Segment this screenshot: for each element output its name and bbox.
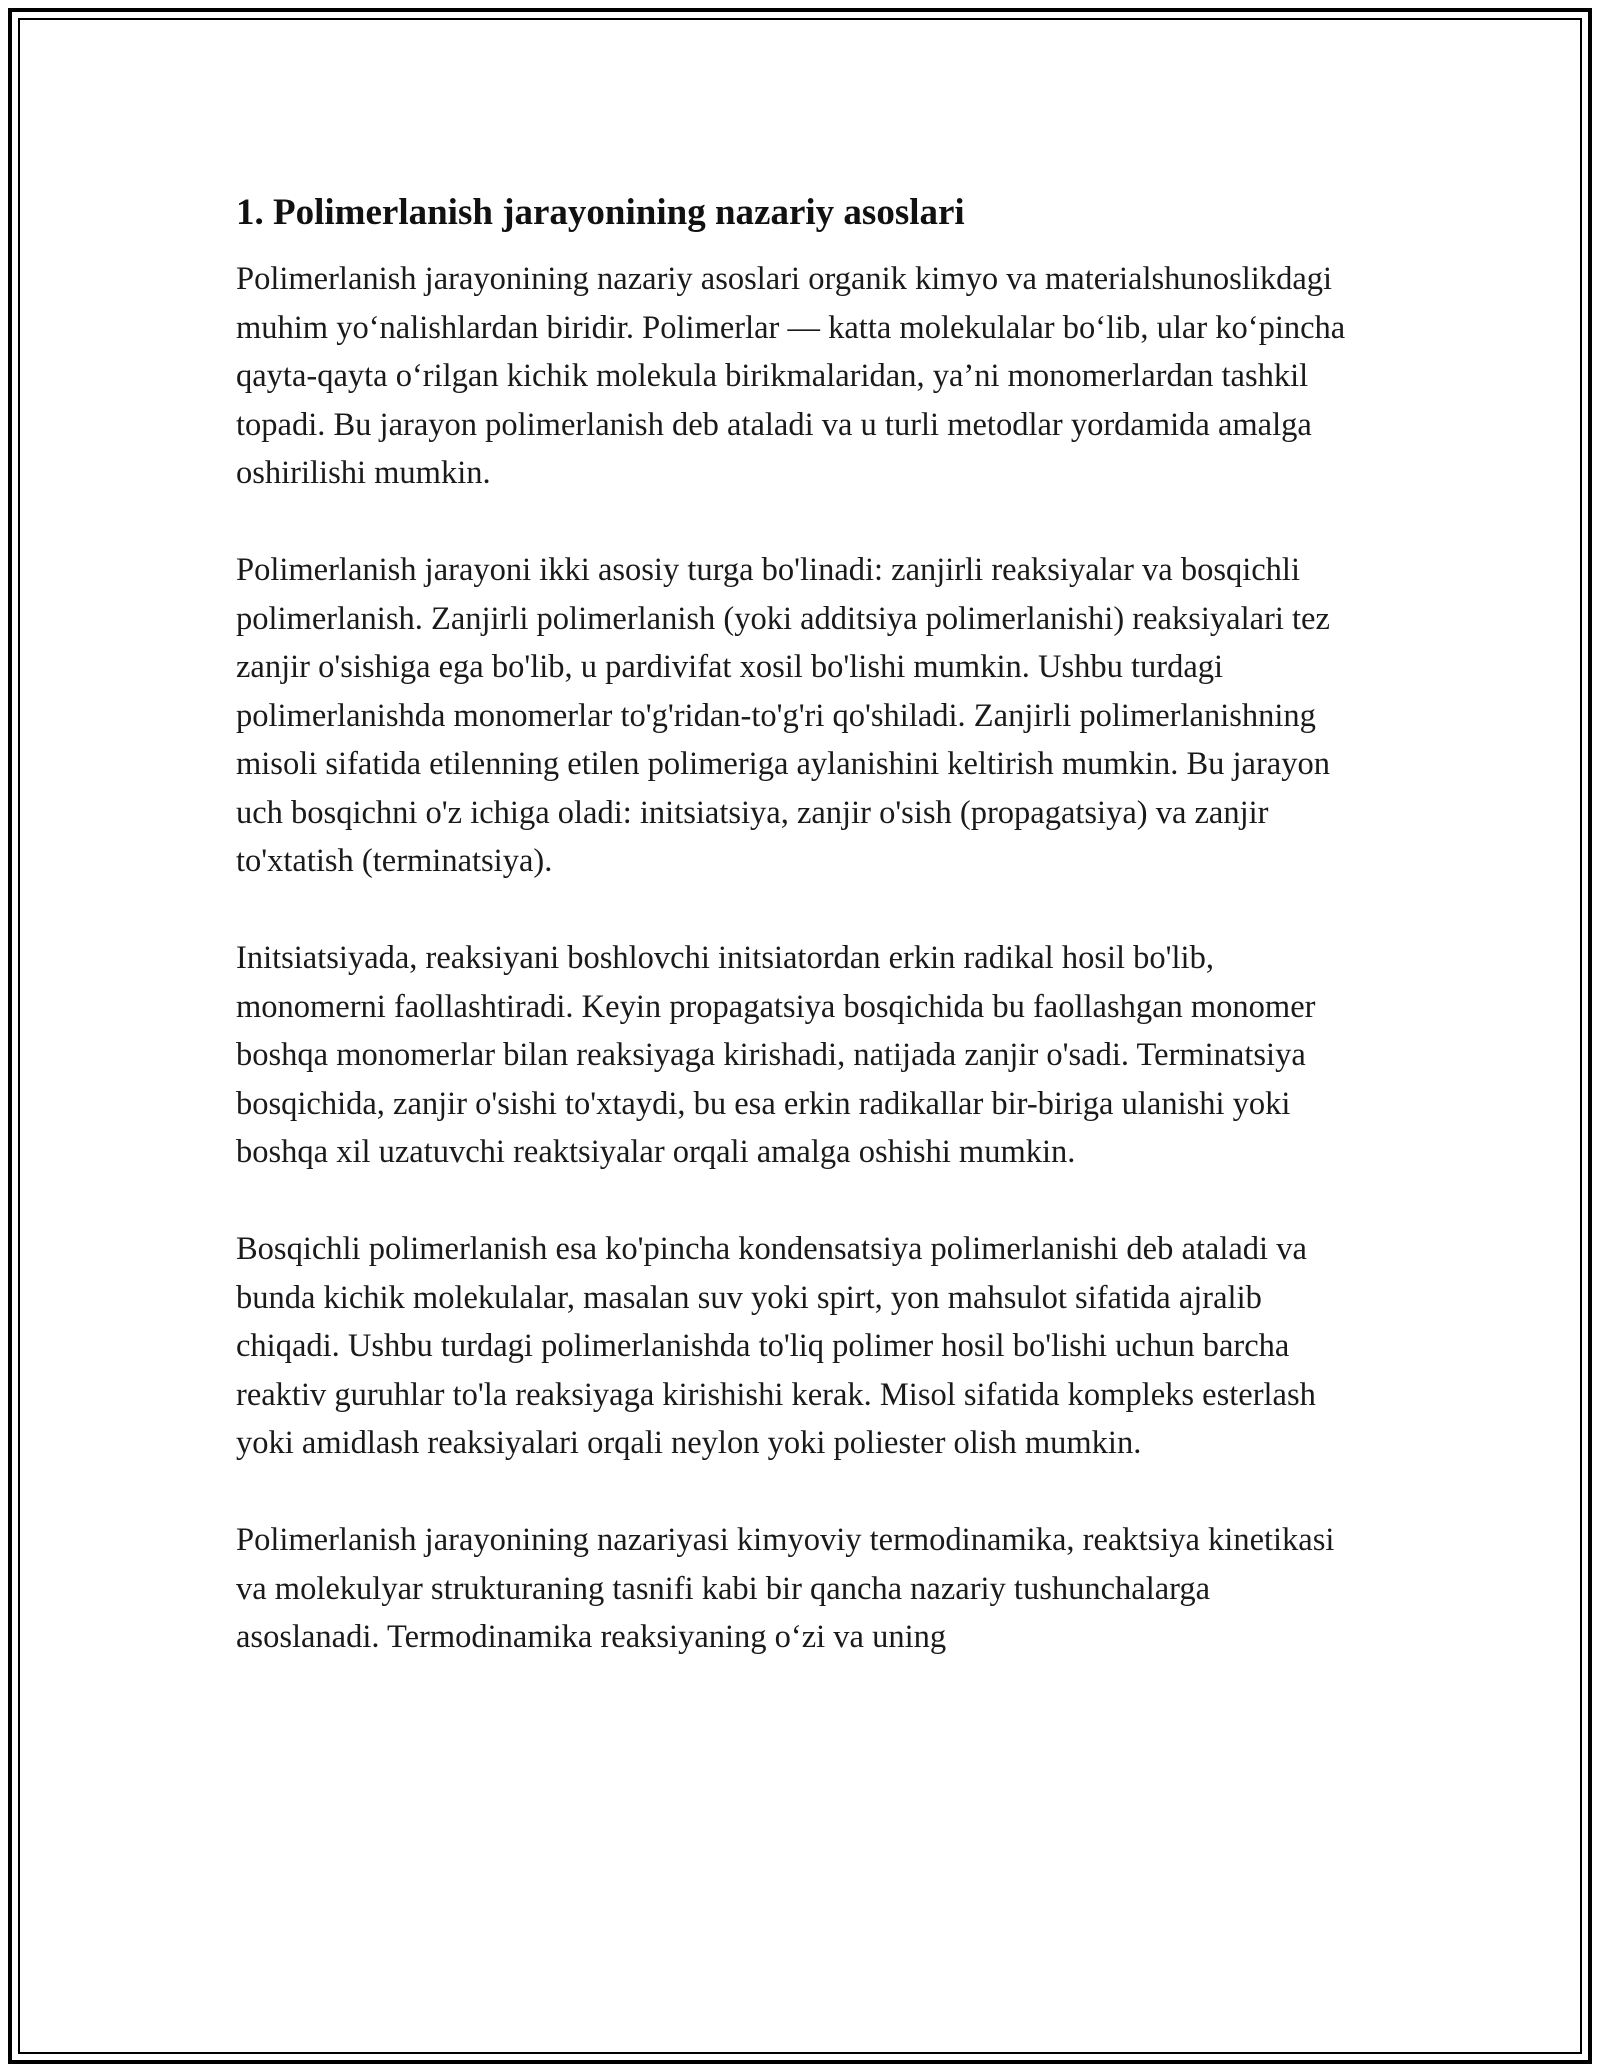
paragraph-types: Polimerlanish jarayoni ikki asosiy turga bo'linadi: zanjirli reaksiyalar va bosqichli polimerlanish. Zanjirli polimerlanish (yoki additsiya polimerlanishi) reaksiyalari tez zanjir o'sishiga ega bo'lib, u pardivifat xosil bo'lishi mumkin. Ushbu turdagi polimerlanishda monomerlar to'g'ridan-to'g'ri qo'shiladi. Zanjirli polimerlanishning misoli sifatida etilenning etilen polimeriga aylanishini keltirish mumkin. Bu jarayon uch bosqichni o'z ichiga oladi: initsiatsiya, zanjir o'sish (propagatsiya) va zanjir to'xtatish (terminatsiya). — [236, 552, 1330, 879]
paragraph-theory: Polimerlanish jarayonining nazariyasi kimyoviy termodinamika, reaktsiya kinetikasi va molekulyar strukturaning tasnifi kabi bir qancha nazariy tushunchalarga asoslanadi. Termodinamika reaksiyaning o‘zi va uning — [236, 1522, 1335, 1655]
section-heading: 1. Polimerlanish jarayonining nazariy asoslari — [236, 192, 965, 233]
document-body — [236, 180, 1361, 1710]
paragraph-intro: Polimerlanish jarayonining nazariy asoslari organik kimyo va materialshunoslikdagi muhim yo‘nalishlardan biridir. Polimerlar — katta molekulalar bo‘lib, ular ko‘pincha qayta-qayta o‘rilgan kichik molekula birikmalaridan, ya’ni monomerlardan tashkil topadi. Bu jarayon polimerlanish deb ataladi va u turli metodlar yordamida amalga oshirilishi mumkin. — [236, 261, 1346, 491]
paragraph-step-polymerization: Bosqichli polimerlanish esa ko'pincha kondensatsiya polimerlanishi deb ataladi va bunda kichik molekulalar, masalan suv yoki spirt, yon mahsulot sifatida ajralib chiqadi. Ushbu turdagi polimerlanishda to'liq polimer hosil bo'lishi uchun barcha reaktiv guruhlar to'la reaksiyaga kirishishi kerak. Misol sifatida kompleks esterlash yoki amidlash reaksiyalari orqali neylon yoki poliester olish mumkin. — [236, 1231, 1316, 1461]
paragraph-initiation: Initsiatsiyada, reaksiyani boshlovchi initsiatordan erkin radikal hosil bo'lib, monomerni faollashtiradi. Keyin propagatsiya bosqichida bu faollashgan monomer boshqa monomerlar bilan reaksiyaga kirishadi, natijada zanjir o'sadi. Terminatsiya bosqichida, zanjir o'sishi to'xtaydi, bu esa erkin radikallar bir-biriga ulanishi yoki boshqa xil uzatuvchi reaktsiyalar orqali amalga oshishi mumkin. — [236, 940, 1316, 1170]
